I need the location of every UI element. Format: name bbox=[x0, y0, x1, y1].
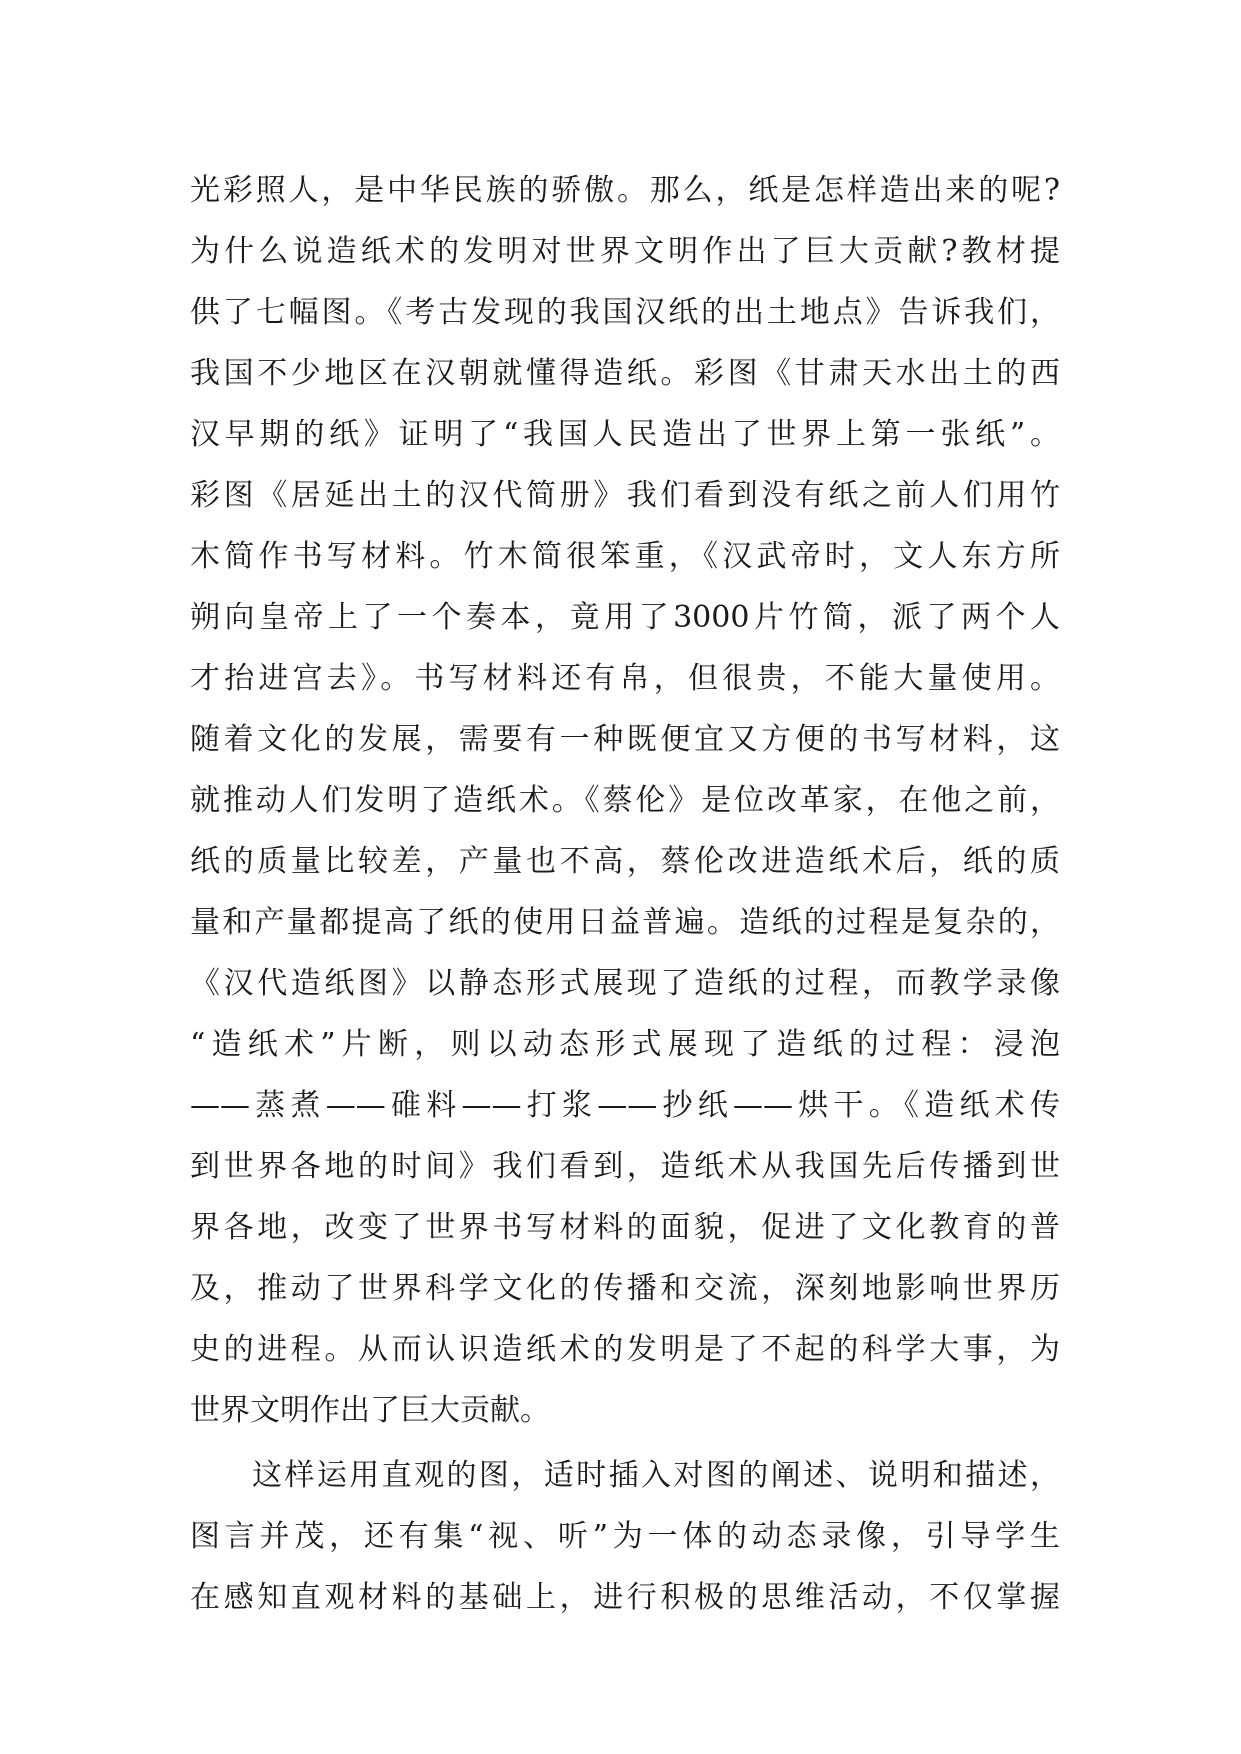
paragraph-1 bbox=[190, 160, 1060, 1441]
text-line: 就推动人们发明了造纸术。《蔡伦》是位改革家，在他之前， bbox=[190, 783, 1060, 818]
text-line: “造纸术”片断，则以动态形式展现了造纸的过程：浸泡 bbox=[190, 1027, 1060, 1062]
text-line: 朔向皇帝上了一个奏本，竟用了3000片竹简，派了两个人 bbox=[190, 600, 1060, 635]
text-line: 纸的质量比较差，产量也不高，蔡伦改进造纸术后，纸的质 bbox=[190, 844, 1060, 879]
text-line: 我国不少地区在汉朝就懂得造纸。彩图《甘肃天水出土的西 bbox=[190, 356, 1060, 391]
text-line: 及，推动了世界科学文化的传播和交流，深刻地影响世界历 bbox=[190, 1271, 1060, 1306]
text-line: 界各地，改变了世界书写材料的面貌，促进了文化教育的普 bbox=[190, 1210, 1060, 1245]
text-line: 世界文明作出了巨大贡献。 bbox=[190, 1393, 550, 1428]
text-line: 量和产量都提高了纸的使用日益普遍。造纸的过程是复杂的， bbox=[190, 905, 1060, 940]
text-line: 随着文化的发展，需要有一种既便宜又方便的书写材料，这 bbox=[190, 722, 1060, 757]
text-line: 这样运用直观的图，适时插入对图的阐述、说明和描述， bbox=[252, 1458, 1060, 1493]
text-line: 供了七幅图。《考古发现的我国汉纸的出土地点》告诉我们， bbox=[190, 295, 1060, 330]
text-line: 史的进程。从而认识造纸术的发明是了不起的科学大事，为 bbox=[190, 1332, 1060, 1367]
paragraph-2 bbox=[190, 1445, 1060, 1628]
text-line: 《汉代造纸图》以静态形式展现了造纸的过程，而教学录像 bbox=[190, 966, 1060, 1001]
text-line: 为什么说造纸术的发明对世界文明作出了巨大贡献?教材提 bbox=[190, 234, 1060, 269]
body-text bbox=[190, 160, 1060, 1628]
text-line: 图言并茂，还有集“视、听”为一体的动态录像，引导学生 bbox=[190, 1519, 1060, 1554]
text-line: 光彩照人，是中华民族的骄傲。那么，纸是怎样造出来的呢? bbox=[190, 173, 1060, 208]
text-line: ——蒸煮——碓料——打浆——抄纸——烘干。《造纸术传 bbox=[190, 1088, 1060, 1123]
text-line: 到世界各地的时间》我们看到，造纸术从我国先后传播到世 bbox=[190, 1149, 1060, 1184]
text-line: 在感知直观材料的基础上，进行积极的思维活动，不仅掌握 bbox=[190, 1580, 1060, 1615]
text-line: 汉早期的纸》证明了“我国人民造出了世界上第一张纸”。 bbox=[190, 417, 1060, 452]
text-line: 才抬进宫去》。书写材料还有帛，但很贵，不能大量使用。 bbox=[190, 661, 1060, 696]
text-line: 彩图《居延出土的汉代简册》我们看到没有纸之前人们用竹 bbox=[190, 478, 1060, 513]
text-line: 木简作书写材料。竹木简很笨重，《汉武帝时，文人东方所 bbox=[190, 539, 1060, 574]
